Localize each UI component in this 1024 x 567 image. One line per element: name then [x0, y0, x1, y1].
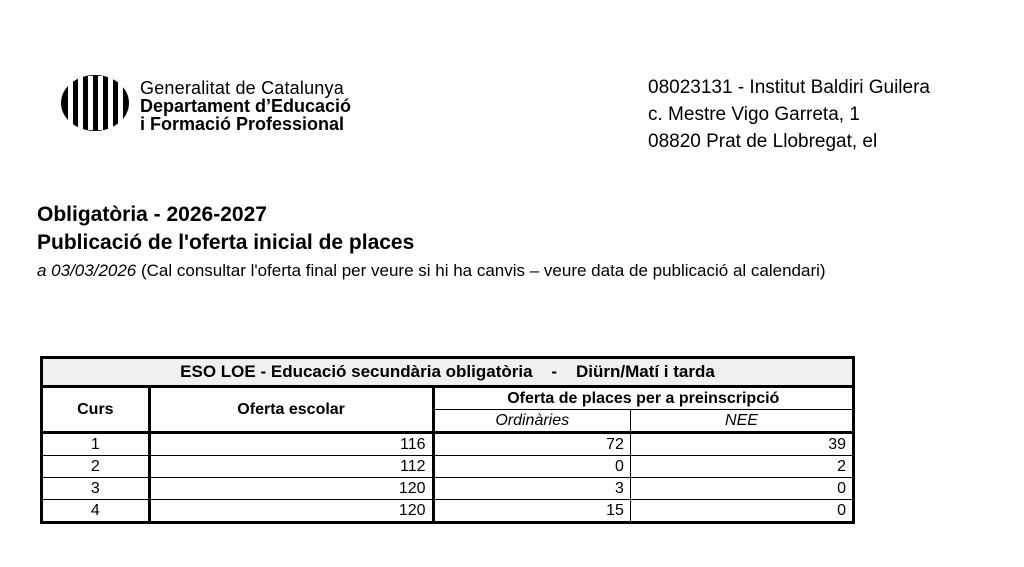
cell-curs: 4 — [42, 500, 150, 523]
school-address — [648, 74, 930, 155]
col-header-ordinaries: Ordinàries — [433, 410, 630, 433]
cell-ordinaries: 0 — [433, 456, 630, 478]
table-title: ESO LOE - Educació secundària obligatòria - Diürn/Matí i tarda — [42, 358, 854, 387]
page-heading — [37, 201, 826, 283]
table-row — [42, 456, 854, 478]
cell-oferta: 120 — [149, 500, 433, 523]
cell-curs: 1 — [42, 433, 150, 456]
table-row — [42, 433, 854, 456]
table-row — [42, 478, 854, 500]
col-header-curs: Curs — [42, 387, 150, 433]
col-header-preinscripcio: Oferta de places per a preinscripció — [433, 387, 853, 410]
cell-curs: 3 — [42, 478, 150, 500]
org-name — [140, 74, 351, 133]
cell-nee: 0 — [630, 500, 853, 523]
cell-nee: 2 — [630, 456, 853, 478]
school-city: 08820 Prat de Llobregat, el — [648, 131, 878, 152]
table-header-row — [42, 387, 854, 410]
senyera-stripes-logo-icon — [60, 74, 130, 132]
org-line-1: Generalitat de Catalunya — [140, 78, 344, 98]
header-logo-block — [60, 74, 351, 133]
page-subtitle: Publicació de l'oferta inicial de places — [37, 231, 415, 254]
cell-nee: 39 — [630, 433, 853, 456]
publication-date: a 03/03/2026 — [37, 261, 137, 280]
cell-nee: 0 — [630, 478, 853, 500]
cell-oferta: 116 — [149, 433, 433, 456]
page-title: Obligatòria - 2026-2027 — [37, 203, 267, 226]
places-offer-table — [40, 356, 855, 524]
cell-ordinaries: 15 — [433, 500, 630, 523]
table-title-row — [42, 358, 854, 387]
publication-note-text: (Cal consultar l'oferta final per veure si hi ha canvis – veure data de publicació al calendari) — [136, 261, 826, 280]
cell-ordinaries: 72 — [433, 433, 630, 456]
cell-oferta: 112 — [149, 456, 433, 478]
cell-oferta: 120 — [149, 478, 433, 500]
cell-curs: 2 — [42, 456, 150, 478]
org-line-2: Departament d’Educació — [140, 96, 352, 116]
school-code-name: 08023131 - Institut Baldiri Guilera — [648, 77, 930, 98]
table-row — [42, 500, 854, 523]
org-line-3: i Formació Professional — [140, 114, 345, 134]
cell-ordinaries: 3 — [433, 478, 630, 500]
publication-note — [37, 259, 826, 283]
col-header-nee: NEE — [630, 410, 853, 433]
col-header-oferta-escolar: Oferta escolar — [149, 387, 433, 433]
school-street: c. Mestre Vigo Garreta, 1 — [648, 104, 860, 125]
